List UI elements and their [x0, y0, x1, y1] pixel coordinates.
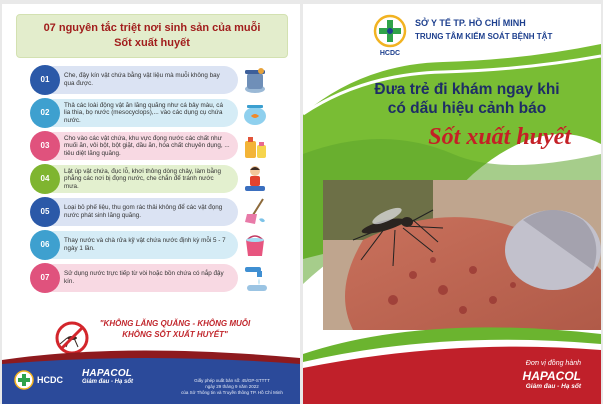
- hcdc-header-logo: [373, 14, 407, 54]
- step-text: Cho vào các vật chứa, khu vực đọng nước các chất như muối ăn, vôi bột, bột giặt, dầu ăn, hóa chất chuyên dụng, ... tiêu diệt lăng quăng.: [64, 134, 230, 157]
- license-info: [172, 378, 292, 396]
- step-number: 06: [30, 230, 60, 260]
- step-text: Che, đậy kín vật chứa bằng vật liệu mà muỗi không bay qua được.: [64, 72, 220, 87]
- step-number: 02: [30, 98, 60, 128]
- hcdc-small-label: HCDC: [37, 375, 63, 385]
- step-text: Thả các loài động vật ăn lăng quăng như cá bảy màu, cá lia thia, bọ nước (mesocyclops),... vào các dụng cụ chứa nước.: [64, 101, 223, 124]
- hapacol-tagline: Giảm đau - Hạ sốt: [82, 379, 134, 385]
- slogan-line2: KHÔNG SỐT XUẤT HUYẾT": [122, 330, 228, 339]
- left-title-line1: 07 nguyên tắc triệt nơi sinh sản của muỗi: [43, 22, 261, 34]
- water-jar-icon: [240, 64, 270, 96]
- org-line2: TRUNG TÂM KIỂM SOÁT BỆNH TẬT: [415, 32, 553, 41]
- hapacol-brand: HAPACOL: [82, 368, 133, 379]
- step-item: [32, 66, 238, 94]
- right-page: [303, 4, 601, 404]
- faucet-icon: [240, 262, 270, 294]
- step-text: Sử dụng nước trực tiếp từ vòi hoặc bồn chứa có nắp đậy kín.: [64, 270, 224, 285]
- hcdc-logo-label: HCDC: [379, 50, 401, 57]
- step-text: Loại bỏ phế liệu, thu gom rác thải không để các vật đọng nước phát sinh lăng quăng.: [64, 204, 223, 219]
- broom-icon: [240, 196, 270, 228]
- step-item: [32, 198, 238, 226]
- hcdc-logo-small: [14, 370, 63, 390]
- step-number: 01: [30, 65, 60, 95]
- step-item: [32, 231, 238, 259]
- footer-swoosh: [2, 342, 300, 372]
- sponsor-label: Đơn vị đồng hành: [525, 360, 581, 367]
- step-item: [32, 132, 238, 160]
- step-number: 07: [30, 263, 60, 293]
- organization-name: [415, 18, 552, 41]
- hapacol-logo-small: [82, 368, 133, 385]
- step-number: 05: [30, 197, 60, 227]
- headline-line2: có dấu hiệu cảnh báo: [387, 100, 547, 117]
- fish-bowl-icon: [240, 97, 270, 129]
- step-number: 04: [30, 164, 60, 194]
- child-cleaning-icon: [240, 163, 270, 195]
- step-number: 03: [30, 131, 60, 161]
- step-text: Thay nước và chà rửa kỹ vật chứa nước định kỳ mỗi 5 - 7 ngày 1 lần.: [64, 237, 226, 252]
- step-item: [32, 264, 238, 292]
- left-title-line2: Sốt xuất huyết: [114, 37, 190, 49]
- detergent-icon: [240, 130, 270, 162]
- bucket-icon: [240, 229, 270, 261]
- org-line1: SỞ Y TẾ TP. HỒ CHÍ MINH: [415, 18, 526, 28]
- step-item: [32, 165, 238, 193]
- slogan-line1: "KHÔNG LĂNG QUĂNG - KHÔNG MUỖI: [99, 319, 251, 328]
- license-line1: Giấy phép xuất bản số: 45/GP-STTTT: [194, 378, 270, 383]
- hcdc-emblem-icon: [373, 14, 407, 54]
- headline-line1: Đưa trẻ đi khám ngay khi: [374, 81, 560, 98]
- hcdc-emblem-icon: [14, 370, 34, 390]
- license-line2: ngày 29 tháng 9 năm 2022: [205, 384, 259, 389]
- step-item: [32, 99, 238, 127]
- left-title-box: [16, 14, 288, 58]
- sponsor-block: [523, 360, 581, 390]
- disease-title: Sốt xuất huyết: [428, 124, 571, 150]
- sponsor-tagline: Giảm đau - Hạ sốt: [525, 383, 581, 390]
- left-slogan: [62, 318, 288, 340]
- license-line3: của Sở Thông tin và Truyền thông TP. Hồ Chí Minh: [181, 390, 283, 395]
- left-footer: [2, 360, 300, 404]
- sponsor-brand: HAPACOL: [522, 369, 581, 383]
- left-page: [2, 4, 300, 404]
- step-text: Lật úp vật chứa, đục lỗ, khơi thông dòng chảy, làm bằng phẳng các nơi bị đọng nước, che chắn để tránh nước mưa.: [64, 167, 222, 190]
- headline: [347, 80, 587, 118]
